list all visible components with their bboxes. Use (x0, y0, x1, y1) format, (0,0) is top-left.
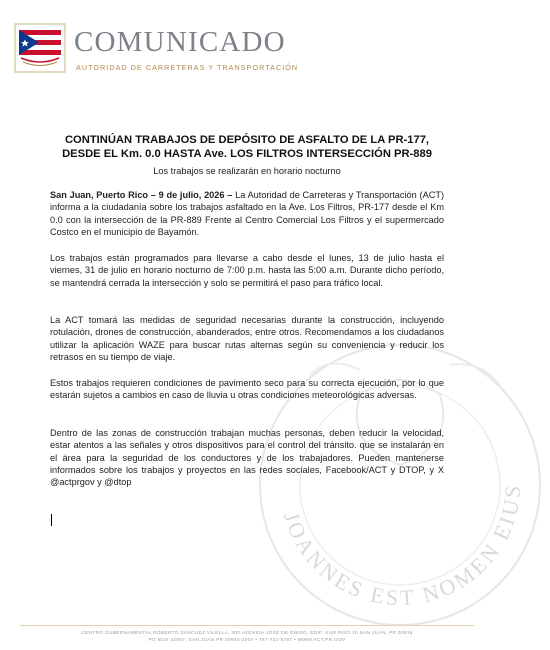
footer-divider (20, 625, 474, 626)
title-line-1: CONTINÚAN TRABAJOS DE DEPÓSITO DE ASFALTO DE LA PR-177, (64, 134, 430, 146)
paragraph-advice: Dentro de las zonas de construcción trabajan muchas personas, deben reducir la velocidad, estar atentos a las señales y otros dispositivos para el control del tránsito. que se instalarán en el área para la seguridad de los conductores y de los trabajadores. Pueden mantenerse informados sobre los trabajos y proyectos en las redes sociales, Facebook/ACT y DTOP, y X @actprgov y @dtop (50, 428, 444, 488)
footer (20, 630, 474, 644)
dateline: San Juan, Puerto Rico – 9 de julio, 2026 – (50, 190, 233, 200)
paragraph-weather: Estos trabajos requieren condiciones de pavimento seco para su correcta ejecución, por lo que estarán sujetos a cambios en caso de lluvia u otras condiciones meteorológicas adversas. (50, 378, 444, 401)
puerto-rico-flag-icon (13, 22, 67, 74)
footer-contact: PO BOX 42007, SAN JUAN PR 00940-2007 • 787-721-8787 • WWW.ACT.PR.GOV (148, 638, 346, 643)
title-line-2: DESDE EL Km. 0.0 HASTA Ave. LOS FILTROS INTERSECCIÓN PR-889 (62, 148, 432, 160)
press-release-subtitle: Los trabajos se realizarán en horario nocturno (153, 166, 341, 176)
brand-subtitle: AUTORIDAD DE CARRETERAS Y TRANSPORTACIÓN (76, 63, 299, 72)
seal-motto: JOANNES EST NOMEN EIUS (278, 482, 526, 611)
footer-address: CENTRO GUBERNAMENTAL ROBERTO SÁNCHEZ VILELLA, 300 AVENIDA JOSÉ DE DIEGO, EDIF. SUR PISO 10 SAN JUAN, PR 00918 (81, 631, 413, 636)
paragraph-safety: La ACT tomará las medidas de seguridad necesarias durante la construcción, incluyendo rotulación, drones de construcción, abanderados, entre otros. Recomendamos a los ciudadanos utilizar la aplicación WAZE para buscar rutas alternas según su conveniencia y reducir los retrasos en su tiempo de viaje. (50, 315, 444, 362)
press-release-title (40, 133, 454, 161)
brand-title: COMUNICADO (74, 26, 286, 58)
svg-text:JOANNES EST NOMEN EIUS (279, 482, 525, 610)
paragraph-schedule: Los trabajos están programados para llevarse a cabo desde el lunes, 13 de julio hasta el viernes, 31 de julio en horario nocturno de 7:00 p.m. hasta las 5:00 a.m. Durante dicho período, se mantendrá cerrada la intersección y solo se permitirá el paso para tráfico local. (50, 253, 444, 288)
paragraph-intro-text: La Autoridad de Carreteras y Transportación (ACT) informa a la ciudadanía sobre los trabajos asfaltado en la Ave. Los Filtros, PR-177 desde el Km 0.0 con la intersección de la PR-889 Frente al Centro Comercial Los Filtros y el supermercado Costco en el municipio de Bayamón. (50, 190, 444, 237)
text-cursor[interactable] (51, 514, 52, 526)
paragraph-intro (50, 189, 444, 238)
